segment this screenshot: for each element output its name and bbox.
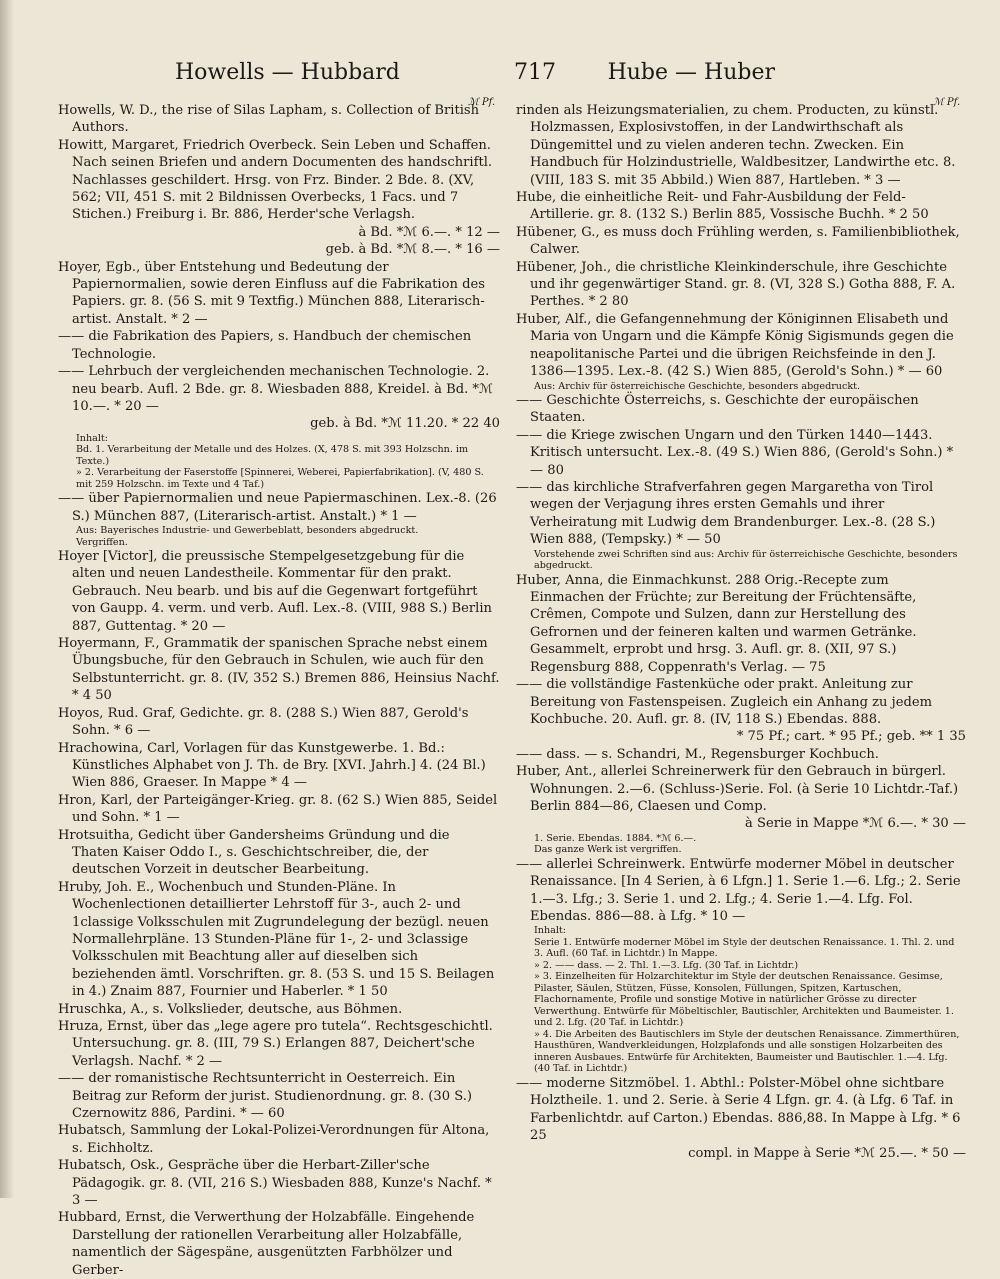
bibliography-entry: —— die Kriege zwischen Ungarn und den Türken 1440—1443. Kritisch untersucht. Lex.-8. (49 S.) Wien 886, (Gerold's Sohn.) * — 80 <box>516 427 954 478</box>
page-gutter-shadow <box>0 0 14 1198</box>
entry-note: Vergriffen. <box>76 536 128 548</box>
entry-note: Aus: Archiv für österreichische Geschichte, besonders abgedruckt. <box>534 380 861 392</box>
bibliography-entry: Howitt, Margaret, Friedrich Overbeck. Sein Leben und Schaffen. Nach seinen Briefen und andern Documenten des handschriftl. Nachlasses geschildert. Hrsg. von Frz. Binder. 2 Bde. 8. (XV, 562; VII, 451 S. mit 2 Bildnissen Overbecks, 1 Facs. und 7 Stichen.) Freiburg i. Br. 886, Herder'sche Verlagsh. <box>58 137 493 223</box>
bibliography-entry: compl. in Mappe à Serie *ℳ 25.—. * 50 — <box>688 1145 966 1161</box>
header-left-running-title: Howells — Hubbard <box>175 60 400 85</box>
entry-note: Serie 1. Entwürfe moderner Möbel im Style der deutschen Renaissance. 1. Thl. 2. und 3. Aufl. (60 Taf. in Lichtdr.) In Mappe. <box>534 936 955 960</box>
bibliography-entry: Hübener, Joh., die christliche Kleinkinderschule, ihre Geschichte und ihr gegenwärtiger Stand. gr. 8. (VI, 328 S.) Gotha 888, F. A. Perthes. * 2 80 <box>516 259 956 310</box>
bibliography-entry: Huber, Ant., allerlei Schreinerwerk für den Gebrauch in bürgerl. Wohnungen. 2.—6. (Schluss-)Serie. Fol. (à Serie 10 Lichtdr.-Taf.) Berlin 884—86, Claesen und Comp. <box>516 764 959 814</box>
entry-note: 1. Serie. Ebendas. 1884. *ℳ 6.—. <box>534 832 697 844</box>
bibliography-entry: Hubatsch, Sammlung der Lokal-Polizei-Verordnungen für Altona, s. Eichholtz. <box>58 1123 490 1156</box>
right-column <box>516 102 966 1162</box>
entry-note: Aus: Bayerisches Industrie- und Gewerbeblatt, besonders abgedruckt. <box>76 525 419 537</box>
bibliography-entry: Huber, Anna, die Einmachkunst. 288 Orig.-Recepte zum Einmachen der Früchte; zur Bereitung der Früchtensäfte, Crêmen, Compote und Sulzen, dann zur Herstellung des Gefrornen und der feineren kalten und warmen Getränke. Gesammelt, erprobt und hrsg. 3. Aufl. gr. 8. (XII, 97 S.) Regensburg 888, Coppenrath's Verlag. — 75 <box>516 572 917 675</box>
bibliography-entry: —— moderne Sitzmöbel. 1. Abthl.: Polster-Möbel ohne sichtbare Holztheile. 1. und 2. Serie. à Serie 4 Lfgn. gr. 4. (à Lfg. 6 Taf. in Farbenlichtdr. auf Carton.) Ebendas. 886,88. In Mappe à Lfg. * 6 25 <box>516 1075 961 1144</box>
bibliography-entry: Hoyer, Egb., über Entstehung und Bedeutung der Papiernormalien, sowie deren Einfluss auf die Fabrikation des Papiers. gr. 8. (56 S. mit 9 Textfig.) München 888, Literarisch-artist. Anstalt. * 2 — <box>58 259 485 327</box>
page-header <box>40 60 960 96</box>
bibliography-entry: à Serie in Mappe *ℳ 6.—. * 30 — <box>745 816 966 832</box>
bibliography-entry: —— über Papiernormalien und neue Papiermaschinen. Lex.-8. (26 S.) München 887, (Literarisch-artist. Anstalt.) * 1 — <box>58 491 497 524</box>
entry-note: » 4. Die Arbeiten des Bautischlers im Style der deutschen Renaissance. Zimmerthüren, Hausthüren, Wandverkleidungen, Holzplafonds und alle sonstigen Holzarbeiten des inneren Ausbaues. Entwürfe für Architekten, Baumeister und Bautischler. 1.—4. Lfg. (40 Taf. in Lichtdr.) <box>534 1028 960 1075</box>
bibliography-entry: Hrotsuitha, Gedicht über Gandersheims Gründung und die Thaten Kaiser Oddo I., s. Geschichtschreiber, die, der deutschen Vorzeit in deutscher Bearbeitung. <box>58 827 450 878</box>
header-right-running-title: Hube — Huber <box>607 60 775 85</box>
entry-note: Bd. 1. Verarbeitung der Metalle und des Holzes. (X, 478 S. mit 393 Holzschn. im Texte.) <box>76 444 469 467</box>
bibliography-entry: Hübener, G., es muss doch Frühling werden, s. Familienbibliothek, Calwer. <box>516 224 960 258</box>
bibliography-entry: —— allerlei Schreinwerk. Entwürfe moderner Möbel in deutscher Renaissance. [In 4 Serien, à 6 Lfgn.] 1. Serie 1.—6. Lfg.; 2. Serie 1.—3. Lfg.; 3. Serie 1. und 2. Lfg.; 4. Serie 1.—4. Lfg. Fol. Ebendas. 886—88. à Lfg. * 10 — <box>516 856 961 924</box>
currency-label-left: ℳ Pf. <box>468 97 496 108</box>
bibliography-entry: Hoyer [Victor], die preussische Stempelgesetzgebung für die alten und neuen Landestheile. Kommentar für den prakt. Gebrauch. Neu bearb. und bis auf die Gegenwart fortgeführt von Gaupp. 4. verm. und verb. Aufl. Lex.-8. (VIII, 988 S.) Berlin 887, Guttentag. * 20 — <box>58 549 492 634</box>
left-column <box>58 102 500 1279</box>
bibliography-entry: Hubatsch, Osk., Gespräche über die Herbart-Ziller'sche Pädagogik. gr. 8. (VII, 216 S.) Wiesbaden 888, Kunze's Nachf. * 3 — <box>58 1158 492 1209</box>
entry-note: » 2. Verarbeitung der Faserstoffe [Spinnerei, Weberei, Papierfabrikation]. (V, 480 S. mit 259 Holzschn. im Texte und 4 Taf.) <box>76 467 484 490</box>
bibliography-entry: à Bd. *ℳ 6.—. * 12 — <box>358 224 500 240</box>
entry-note: Inhalt: <box>76 432 109 444</box>
bibliography-entry: Hruby, Joh. E., Wochenbuch und Stunden-Pläne. In Wochenlectionen detaillierter Lehrstoff für 3-, auch 2- und 1classige Volksschulen mit Zugrundelegung der bezügl. neuen Normallehrpläne. 13 Stunden-Pläne für 1-, 2- und 3classige Volksschulen mit Beachtung aller auf dieselben sich beziehenden ämtl. Vorschriften. gr. 8. (53 S. und 15 S. Beilagen in 4.) Znaim 887, Fournier und Haberler. * 1 50 <box>58 879 495 1000</box>
bibliography-entry: —— das kirchliche Strafverfahren gegen Margaretha von Tirol wegen der Verjagung ihres ersten Gemahls und ihrer Verheiratung mit Ludwig dem Brandenburger. Lex.-8. (28 S.) Wien 888, (Tempsky.) * — 50 <box>516 480 936 548</box>
bibliography-entry: —— die vollständige Fastenküche oder prakt. Anleitung zur Bereitung von Fastenspeisen. Zugleich ein Anhang zu jedem Kochbuche. 20. Aufl. gr. 8. (IV, 118 S.) Ebendas. 888. <box>516 677 932 727</box>
entry-note: » 3. Einzelheiten für Holzarchitektur im Style der deutschen Renaissance. Gesimse, Pilaster, Säulen, Stützen, Füsse, Konsolen, Füllungen, Spitzen, Kartuschen, Flachornamente, Profile und sonstige Motive in natürlicher Grösse zu directer Verwerthung. Entwürfe für Möbeltischler, Bautischler, Architekten und Baumeister. 1. und 2. Lfg. (20 Taf. in Lichtdr.) <box>534 971 954 1029</box>
bibliography-entry: Hrachowina, Carl, Vorlagen für das Kunstgewerbe. 1. Bd.: Künstliches Alphabet von J. Th. de Bry. [XVI. Jahrh.] 4. (24 Bl.) Wien 886, Graeser. In Mappe * 4 — <box>58 740 486 791</box>
bibliography-entry: Howells, W. D., the rise of Silas Lapham, s. Collection of British Authors. <box>58 103 480 136</box>
bibliography-entry: Hube, die einheitliche Reit- und Fahr-Ausbildung der Feld-Artillerie. gr. 8. (132 S.) Berlin 885, Vossische Buchh. * 2 50 <box>516 190 929 223</box>
entry-note: » 2. —— dass. — 2. Thl. 1.—3. Lfg. (30 Taf. in Lichtdr.) <box>534 959 799 971</box>
bibliography-entry: geb. à Bd. *ℳ 11.20. * 22 40 <box>310 416 500 432</box>
bibliography-entry: Hubbard, Ernst, die Verwerthung der Holzabfälle. Eingehende Darstellung der rationellen Verarbeitung aller Holzabfälle, namentlich der Sägespäne, ausgenützten Farbhölzer und Gerber- <box>58 1210 475 1278</box>
bibliography-entry: * 75 Pf.; cart. * 95 Pf.; geb. ** 1 35 <box>736 729 966 745</box>
bibliography-entry: Huber, Alf., die Gefangennehmung der Königinnen Elisabeth und Maria von Ungarn und die Kämpfe König Sigismunds gegen die neapolitanische Partei und die übrigen Reichsfeinde in den J. 1386—1395. Lex.-8. (42 S.) Wien 885, (Gerold's Sohn.) * — 60 <box>516 311 954 380</box>
entry-note: Das ganze Werk ist vergriffen. <box>534 844 682 856</box>
bibliography-entry: Hruza, Ernst, über das „lege agere pro tutela“. Rechtsgeschichtl. Untersuchung. gr. 8. (III, 79 S.) Erlangen 887, Deichert'sche Verlagsh. Nachf. * 2 — <box>58 1019 493 1069</box>
currency-label-right: ℳ Pf. <box>933 97 961 108</box>
bibliography-entry: geb. à Bd. *ℳ 8.—. * 16 — <box>325 242 500 258</box>
page-number: 717 <box>514 60 556 85</box>
bibliography-entry: rinden als Heizungsmaterialien, zu chem. Producten, zu künstl. Holzmassen, Explosivstoffen, in der Landwirthschaft als Düngemittel und zu vielen anderen techn. Zwecken. Ein Handbuch für Holzindustrielle, Waldbesitzer, Landwirthe etc. 8. (VIII, 183 S. mit 35 Abbild.) Wien 887, Hartleben. * 3 — <box>516 103 956 188</box>
bibliography-entry: —— die Fabrikation des Papiers, s. Handbuch der chemischen Technologie. <box>58 329 472 362</box>
bibliography-entry: Hron, Karl, der Parteigänger-Krieg. gr. 8. (62 S.) Wien 885, Seidel und Sohn. * 1 — <box>58 792 498 826</box>
bibliography-entry: —— der romanistische Rechtsunterricht in Oesterreich. Ein Beitrag zur Reform der jurist. Studienordnung. gr. 8. (30 S.) Czernowitz 886, Pardini. * — 60 <box>58 1071 472 1122</box>
bibliography-entry: —— Lehrbuch der vergleichenden mechanischen Technologie. 2. neu bearb. Aufl. 2 Bde. gr. 8. Wiesbaden 888, Kreidel. à Bd. *ℳ 10.—. * 20 — <box>58 364 493 414</box>
bibliography-entry: Hruschka, A., s. Volkslieder, deutsche, aus Böhmen. <box>58 1001 403 1017</box>
bibliography-entry: Hoyermann, F., Grammatik der spanischen Sprache nebst einem Übungsbuche, für den Gebrauch in Schulen, wie auch für den Selbstunterricht. gr. 8. (IV, 352 S.) Bremen 886, Heinsius Nachf. * 4 50 <box>58 636 500 704</box>
bibliography-entry: —— dass. — s. Schandri, M., Regensburger Kochbuch. <box>516 746 879 762</box>
bibliography-entry: —— Geschichte Österreichs, s. Geschichte der europäischen Staaten. <box>516 393 919 426</box>
bibliography-entry: Hoyos, Rud. Graf, Gedichte. gr. 8. (288 S.) Wien 887, Gerold's Sohn. * 6 — <box>58 705 469 739</box>
entry-note: Vorstehende zwei Schriften sind aus: Archiv für österreichische Geschichte, besonders abgedruckt. <box>534 548 958 572</box>
entry-note: Inhalt: <box>534 925 567 937</box>
